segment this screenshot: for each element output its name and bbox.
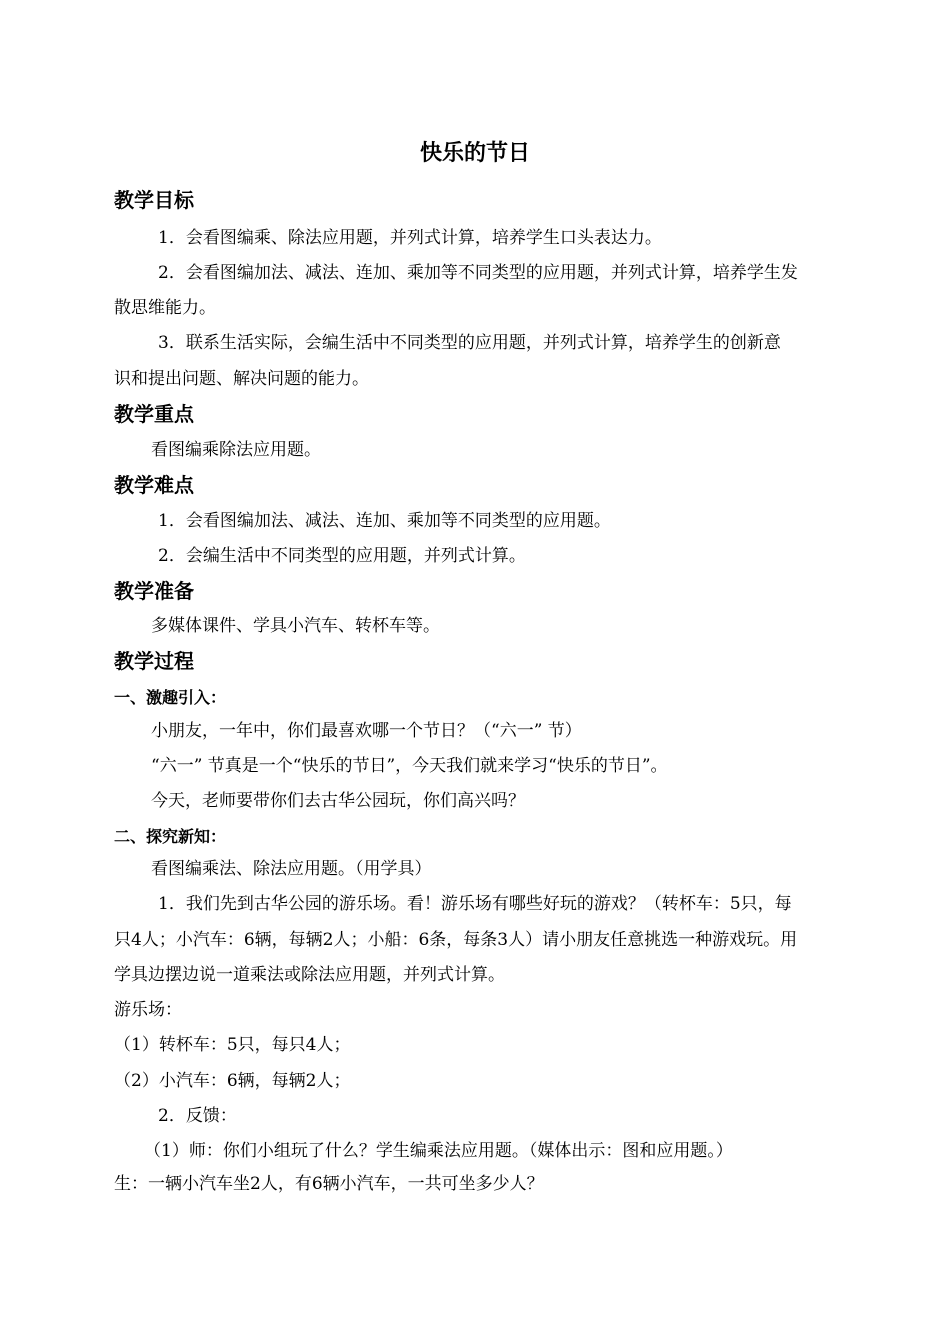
park-item-1: （1）转杯车：5只，每只4人； [114,1035,351,1055]
difficulty-item-2: 2．会编生活中不同类型的应用题，并列式计算。 [158,546,526,566]
part2-heading: 二、探究新知： [114,827,227,846]
page-title: 快乐的节日 [419,141,530,166]
step2-label: 2．反馈： [158,1106,237,1126]
step1-line-1: 1．我们先到古华公园的游乐场。看！游乐场有哪些好玩的游戏？（转杯车：5只，每 [158,894,792,914]
part2-intro: 看图编乘法、除法应用题。（用学具） [151,859,432,879]
objective-item-2-cont: 散思维能力。 [114,298,216,318]
objective-item-3: 3．联系生活实际，会编生活中不同类型的应用题，并列式计算，培养学生的创新意 [158,333,781,353]
key-point-heading: 教学重点 [114,402,194,426]
objective-item-1: 1．会看图编乘、除法应用题，并列式计算，培养学生口头表达力。 [158,228,662,248]
step1-line-2: 只4人；小汽车：6辆，每辆2人；小船：6条，每条3人）请小朋友任意挑选一种游戏玩。用 [114,930,798,950]
preparation-heading: 教学准备 [114,579,194,603]
preparation-text: 多媒体课件、学具小汽车、转杯车等。 [151,616,440,636]
step1-line-3: 学具边摆边说一道乘法或除法应用题，并列式计算。 [114,965,505,985]
difficulty-heading: 教学难点 [114,473,194,497]
part1-line-3: 今天，老师要带你们去古华公园玩，你们高兴吗？ [151,791,525,811]
objective-item-2: 2．会看图编加法、减法、连加、乘加等不同类型的应用题，并列式计算，培养学生发 [158,263,798,283]
part1-line-1: 小朋友，一年中，你们最喜欢哪一个节日？（“六一” 节） [151,721,582,741]
park-item-2: （2）小汽车：6辆，每辆2人； [114,1071,351,1091]
student-answer: 生：一辆小汽车坐2人，有6辆小汽车，一共可坐多少人？ [114,1174,544,1194]
key-point-text: 看图编乘除法应用题。 [151,440,321,460]
park-label: 游乐场： [114,1000,182,1020]
part1-line-2: “六一” 节真是一个“快乐的节日”，今天我们就来学习“快乐的节日”。 [151,756,668,776]
process-heading: 教学过程 [114,649,194,673]
feedback-1: （1）师：你们小组玩了什么？学生编乘法应用题。（媒体出示：图和应用题。） [144,1141,733,1161]
objectives-heading: 教学目标 [114,188,194,212]
difficulty-item-1: 1．会看图编加法、减法、连加、乘加等不同类型的应用题。 [158,511,611,531]
part1-heading: 一、激趣引入： [114,688,227,707]
objective-item-3-cont: 识和提出问题、解决问题的能力。 [114,369,369,389]
